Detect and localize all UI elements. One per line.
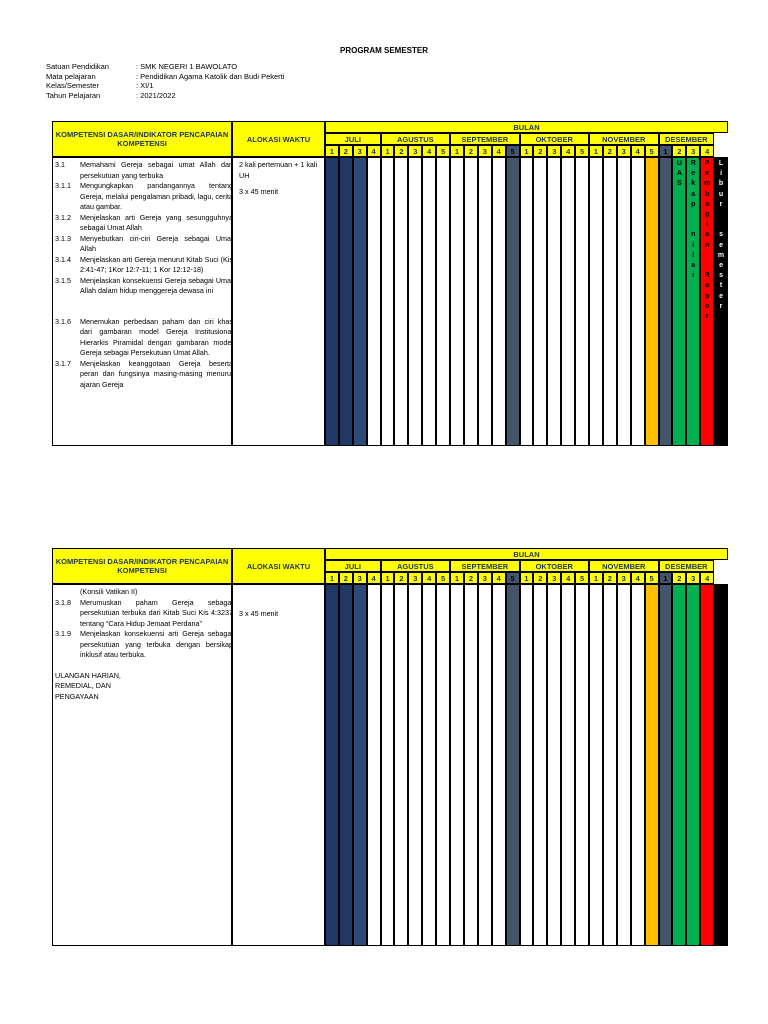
info-row xyxy=(46,81,284,91)
month-header: OKTOBER xyxy=(520,560,589,572)
schedule-table-2 xyxy=(52,548,728,946)
kd-text: Menyebutkan ciri-ciri Gereja sebagai Umat Allah xyxy=(80,233,233,253)
week-number: 4 xyxy=(492,145,506,157)
vertical-label: P e m b a g i a n R a p o r xyxy=(704,160,711,321)
kd-list xyxy=(55,587,233,702)
week-number: 4 xyxy=(700,145,714,157)
week-number: 5 xyxy=(436,572,450,584)
kd-item xyxy=(55,181,233,213)
kd-text: Menjelaskan konsekuensi arti Gereja sebagai persekutuan yang terbuka dengan bersikap inklusif atau terbuka. xyxy=(80,629,233,659)
week-column xyxy=(520,157,534,446)
week-column xyxy=(367,584,381,946)
month-header: AGUSTUS xyxy=(381,560,450,572)
week-column xyxy=(561,157,575,446)
alokasi-line: 2 kali pertemuan + 1 kali UH xyxy=(239,160,318,180)
kd-item xyxy=(55,359,233,391)
week-number: 4 xyxy=(631,572,645,584)
week-number: 1 xyxy=(450,572,464,584)
month-header: NOVEMBER xyxy=(589,560,658,572)
month-header: DESEMBER xyxy=(659,560,715,572)
info-label: Satuan Pendidikan xyxy=(46,62,109,71)
week-column xyxy=(325,157,339,446)
week-column xyxy=(547,584,561,946)
week-number: 1 xyxy=(589,572,603,584)
week-column xyxy=(603,584,617,946)
week-column xyxy=(533,584,547,946)
alokasi-header: ALOKASI WAKTU xyxy=(232,548,325,584)
kd-number: 3.1.5 xyxy=(55,275,71,285)
week-number: 2 xyxy=(464,145,478,157)
week-column xyxy=(394,584,408,946)
page-title: PROGRAM SEMESTER xyxy=(339,46,428,55)
kd-number: 3.1.2 xyxy=(55,212,71,222)
week-column xyxy=(533,157,547,446)
week-number: 3 xyxy=(353,572,367,584)
week-number: 2 xyxy=(603,145,617,157)
kd-item xyxy=(55,213,233,234)
week-number: 2 xyxy=(533,145,547,157)
week-column xyxy=(547,157,561,446)
week-column xyxy=(325,584,339,946)
kd-number: 3.1.1 xyxy=(55,181,71,190)
week-number: 4 xyxy=(631,145,645,157)
week-number: 3 xyxy=(353,145,367,157)
alokasi-text xyxy=(239,160,327,198)
kd-text: Menjelaskan konsekuensi Gereja sebagai Umat Allah dalam hidup menggereja dewasa ini xyxy=(80,275,233,295)
week-column xyxy=(506,584,520,946)
week-column xyxy=(367,157,381,446)
kd-item xyxy=(55,598,233,630)
week-number: 1 xyxy=(520,572,534,584)
week-column xyxy=(561,584,575,946)
week-column xyxy=(339,157,353,446)
kd-number: 3.1.8 xyxy=(55,597,71,607)
week-number: 4 xyxy=(367,145,381,157)
kd-text: (Konsili Vatikan II) xyxy=(80,587,138,596)
week-column xyxy=(408,584,422,946)
kd-item xyxy=(55,255,233,276)
week-column xyxy=(450,584,464,946)
week-column xyxy=(631,157,645,446)
week-number: 4 xyxy=(367,572,381,584)
week-column xyxy=(603,157,617,446)
week-number: 3 xyxy=(617,145,631,157)
week-number: 1 xyxy=(589,145,603,157)
month-header: JULI xyxy=(325,133,381,145)
info-label: Tahun Pelajaran xyxy=(46,90,101,100)
week-number: 5 xyxy=(506,145,520,157)
kd-text: Menemukan perbedaan paham dan ciri khas dari gambaran model Gereja Institusional Hierarkis Piramidal dengan gambaran model Gereja sebagai Persekutuan Umat Allah. xyxy=(80,316,233,357)
week-column xyxy=(506,157,520,446)
week-column xyxy=(464,584,478,946)
schedule-table-1 xyxy=(52,121,728,446)
week-column xyxy=(686,584,700,946)
week-number: 3 xyxy=(478,572,492,584)
week-column xyxy=(714,584,728,946)
week-number: 3 xyxy=(478,145,492,157)
month-header: JULI xyxy=(325,560,381,572)
week-number: 2 xyxy=(339,145,353,157)
week-column xyxy=(659,157,673,446)
info-label: Mata pelajaran xyxy=(46,71,96,81)
week-number: 3 xyxy=(617,572,631,584)
week-column xyxy=(645,157,659,446)
kd-item xyxy=(55,587,233,598)
kd-number: 3.1.6 xyxy=(55,316,71,326)
week-number: 5 xyxy=(645,145,659,157)
week-number: 5 xyxy=(506,572,520,584)
info-value: : Pendidikan Agama Katolik dan Budi Pekerti xyxy=(136,71,285,81)
week-number: 2 xyxy=(394,572,408,584)
week-column xyxy=(617,157,631,446)
week-number: 1 xyxy=(520,145,534,157)
info-row xyxy=(46,91,284,101)
week-column xyxy=(436,157,450,446)
week-column xyxy=(381,584,395,946)
kd-text: Menjelaskan keanggotaan Gereja beserta peran dan fungsinya masing-masing menurut ajaran Gereja xyxy=(80,358,233,389)
week-column xyxy=(645,584,659,946)
month-header: SEPTEMBER xyxy=(450,560,519,572)
week-column xyxy=(478,584,492,946)
week-number: 2 xyxy=(603,572,617,584)
kd-list xyxy=(55,160,233,390)
info-row xyxy=(46,62,284,72)
week-column xyxy=(589,584,603,946)
vertical-label: U A S xyxy=(676,160,682,188)
week-number: 1 xyxy=(325,572,339,584)
week-column xyxy=(589,157,603,446)
week-column xyxy=(353,584,367,946)
week-number: 4 xyxy=(492,572,506,584)
kd-header: KOMPETENSI DASAR/INDIKATOR PENCAPAIAN KOMPETENSI xyxy=(52,121,232,157)
week-number: 1 xyxy=(659,145,673,157)
kd-item xyxy=(55,160,233,181)
month-header: NOVEMBER xyxy=(589,133,658,145)
week-number: 2 xyxy=(464,572,478,584)
kd-number: 3.1.7 xyxy=(55,358,71,368)
info-value: : XI/1 xyxy=(136,81,154,90)
week-column xyxy=(631,584,645,946)
kd-number: 3.1 xyxy=(55,160,65,169)
kd-item xyxy=(55,276,233,297)
week-column xyxy=(520,584,534,946)
bulan-header: BULAN xyxy=(325,548,728,560)
info-row xyxy=(46,72,284,82)
info-value: : SMK NEGERI 1 BAWOLATO xyxy=(136,62,238,71)
kd-number: 3.1.9 xyxy=(55,629,71,638)
kd-text: Mengungkapkan pandangannya tentang Gereja, melalui pengalaman pribadi, lagu, cerita atau gambar. xyxy=(80,181,233,211)
week-column xyxy=(450,157,464,446)
week-column xyxy=(672,157,686,446)
kd-number: 3.1.4 xyxy=(55,254,71,264)
week-column xyxy=(422,584,436,946)
alokasi-cell xyxy=(232,584,325,946)
week-column xyxy=(617,584,631,946)
kd-item xyxy=(55,317,233,359)
kd-header: KOMPETENSI DASAR/INDIKATOR PENCAPAIAN KOMPETENSI xyxy=(52,548,232,584)
bulan-header: BULAN xyxy=(325,121,728,133)
document-info xyxy=(46,62,284,100)
kd-text: Merumuskan paham Gereja sebagai persekutuan terbuka dari Kitab Suci Kis 4:3237 tentang “Cara Hidup Jemaat Perdana” xyxy=(80,597,233,628)
week-column xyxy=(672,584,686,946)
alokasi-cell xyxy=(232,157,325,446)
week-column xyxy=(339,584,353,946)
week-number: 5 xyxy=(575,572,589,584)
week-number: 2 xyxy=(339,572,353,584)
week-column xyxy=(700,584,714,946)
week-number: 5 xyxy=(575,145,589,157)
week-number: 2 xyxy=(672,572,686,584)
week-number: 4 xyxy=(422,572,436,584)
week-number: 1 xyxy=(381,145,395,157)
vertical-label: R e k a p n i l a i xyxy=(690,160,696,280)
week-column xyxy=(464,157,478,446)
kd-text: Menjelaskan arti Gereja yang sesungguhnya sebagai Umat Allah xyxy=(80,212,233,232)
week-number: 5 xyxy=(436,145,450,157)
week-column xyxy=(492,157,506,446)
week-number: 3 xyxy=(408,145,422,157)
month-header: DESEMBER xyxy=(659,133,715,145)
week-column xyxy=(492,584,506,946)
week-number: 4 xyxy=(561,572,575,584)
week-number: 5 xyxy=(645,572,659,584)
week-column xyxy=(381,157,395,446)
kd-cell xyxy=(52,584,232,946)
week-column xyxy=(353,157,367,446)
vertical-label: L i b u r s e m e s t e r xyxy=(717,160,725,310)
kd-text: Memahami Gereja sebagai umat Allah dan persekutuan yang terbuka xyxy=(80,160,233,180)
week-number: 2 xyxy=(394,145,408,157)
week-column xyxy=(575,584,589,946)
alokasi-header: ALOKASI WAKTU xyxy=(232,121,325,157)
alokasi-line: 3 x 45 menit xyxy=(239,609,279,618)
month-header: SEPTEMBER xyxy=(450,133,519,145)
week-number: 4 xyxy=(700,572,714,584)
week-number: 3 xyxy=(408,572,422,584)
week-column xyxy=(575,157,589,446)
week-column xyxy=(408,157,422,446)
week-number: 3 xyxy=(547,145,561,157)
info-label: Kelas/Semester xyxy=(46,81,99,90)
week-number: 3 xyxy=(686,145,700,157)
week-number: 3 xyxy=(547,572,561,584)
week-number: 1 xyxy=(381,572,395,584)
week-column xyxy=(659,584,673,946)
week-number: 2 xyxy=(672,145,686,157)
month-header: OKTOBER xyxy=(520,133,589,145)
week-number: 3 xyxy=(686,572,700,584)
week-column xyxy=(478,157,492,446)
kd-number: 3.1.3 xyxy=(55,233,71,243)
week-number: 2 xyxy=(533,572,547,584)
week-number: 1 xyxy=(325,145,339,157)
kd-item xyxy=(55,629,233,661)
week-number: 1 xyxy=(450,145,464,157)
kd-text: Menjelaskan arti Gereja menurut Kitab Suci (Kis 2:41-47; 1Kor 12:7-11; 1 Kor 12:12-18) xyxy=(80,254,234,274)
week-column xyxy=(436,584,450,946)
week-column xyxy=(394,157,408,446)
week-column xyxy=(422,157,436,446)
ulangan-text: ULANGAN HARIAN, REMEDIAL, DAN PENGAYAAN xyxy=(55,670,121,701)
week-number: 4 xyxy=(561,145,575,157)
month-header: AGUSTUS xyxy=(381,133,450,145)
kd-item xyxy=(55,234,233,255)
week-number: 4 xyxy=(422,145,436,157)
kd-cell xyxy=(52,157,232,446)
week-number: 1 xyxy=(659,572,673,584)
alokasi-text xyxy=(239,609,327,620)
spacer xyxy=(55,297,233,317)
info-value: : 2021/2022 xyxy=(136,90,176,100)
alokasi-line: 3 x 45 menit xyxy=(239,187,279,196)
